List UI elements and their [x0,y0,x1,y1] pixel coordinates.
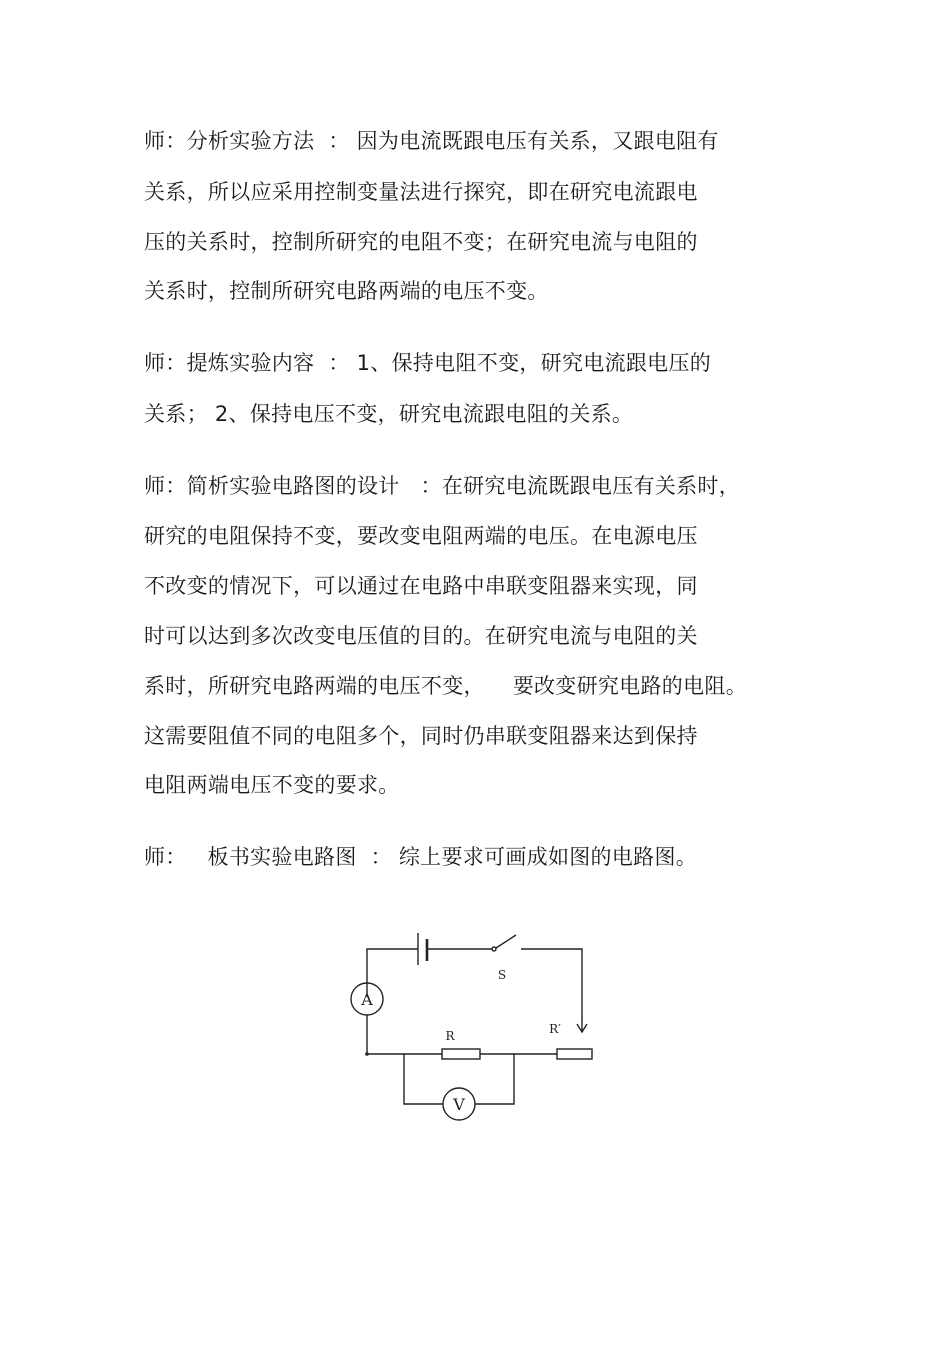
circuit-diagram [340,915,610,1125]
switch-contact [492,947,496,951]
rheostat-label: R′ [549,1022,561,1036]
paragraph-line: 师：提炼实验内容 ： 1、保持电阻不变，研究电流跟电压的 [144,351,712,375]
paragraph-line: 师： 板书实验电路图 ： 综上要求可画成如图的电路图。 [144,845,698,869]
wire [404,1054,443,1104]
wire [367,949,418,997]
paragraph-line: 关系，所以应采用控制变量法进行探究，即在研究电流跟电 [144,180,698,204]
paragraph-line: 时可以达到多次改变电压值的目的。在研究电流与电阻的关 [144,624,698,648]
voltmeter-label: V [453,1095,465,1114]
paragraph-line: 压的关系时，控制所研究的电阻不变；在研究电流与电阻的 [144,230,698,254]
rheostat [557,1049,592,1059]
paragraph-line: 师：分析实验方法 ： 因为电流既跟电压有关系，又跟电阻有 [144,129,719,153]
paragraph-line: 系时，所研究电路两端的电压不变， 要改变研究电路的电阻。 [144,674,747,698]
paragraph-line: 研究的电阻保持不变，要改变电阻两端的电压。在电源电压 [144,524,698,548]
wire [475,1054,514,1104]
paragraph-line: 不改变的情况下，可以通过在电路中串联变阻器来实现，同 [144,574,698,598]
paragraph-line: 关系； 2、保持电压不变，研究电流跟电阻的关系。 [144,402,634,426]
paragraph-line: 师：简析实验电路图的设计 ：在研究电流既跟电压有关系时， [144,474,741,498]
resistor-label: R [445,1029,455,1043]
paragraph-line: 这需要阻值不同的电阻多个，同时仍串联变阻器来达到保持 [144,724,698,748]
resistor [442,1049,480,1059]
paragraph-line: 关系时，控制所研究电路两端的电压不变。 [144,279,549,303]
ammeter-label: A [361,990,373,1009]
switch-lever [496,935,516,948]
switch-label: S [497,968,507,982]
junction-dot [365,1052,369,1056]
paragraph-line: 电阻两端电压不变的要求。 [144,773,400,797]
wire [521,949,582,1032]
